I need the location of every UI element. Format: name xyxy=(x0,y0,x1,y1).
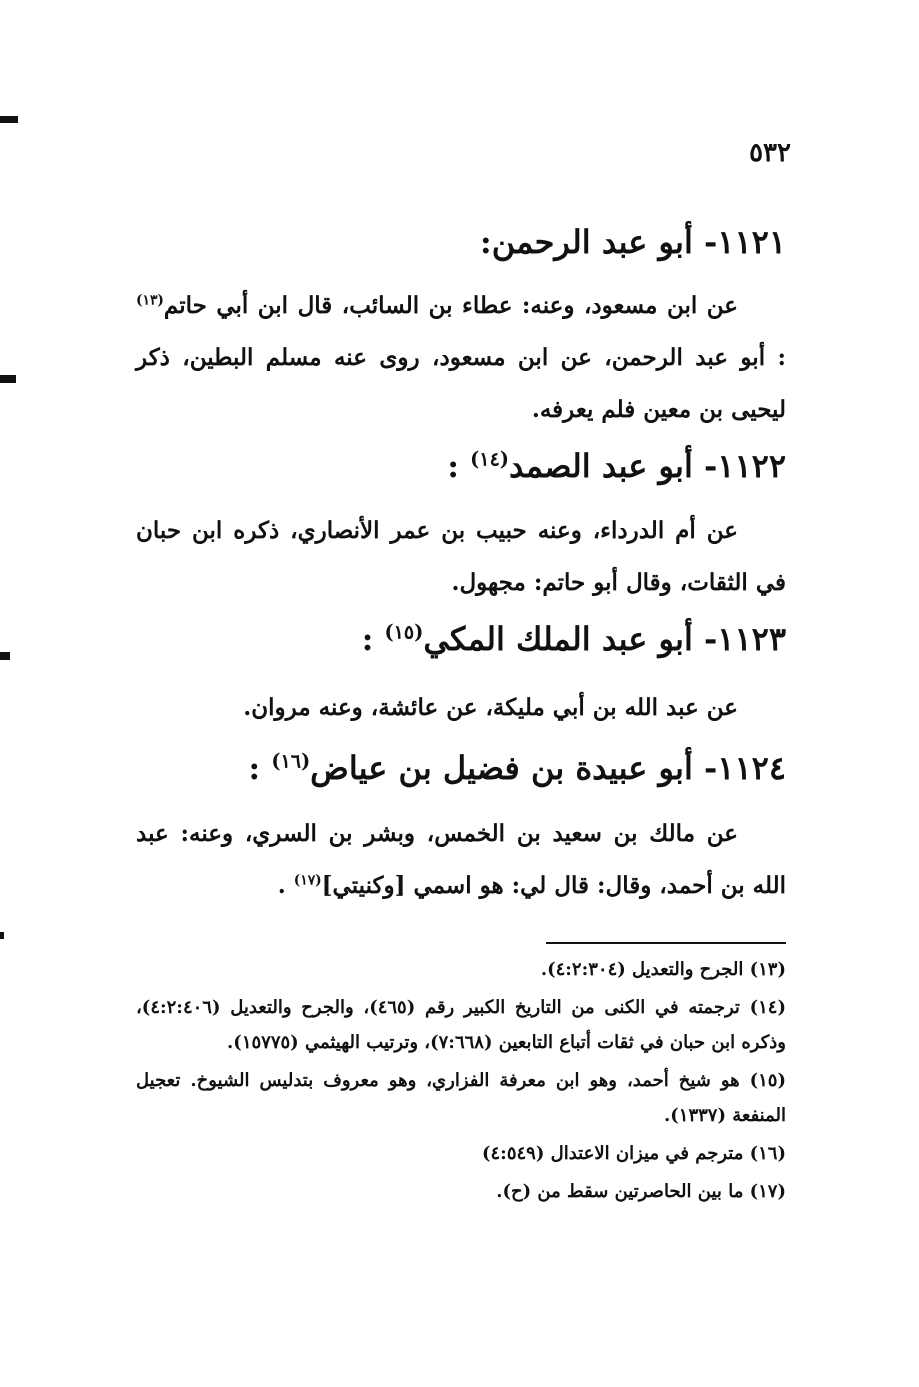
scan-mark xyxy=(0,652,10,660)
heading-colon: : xyxy=(361,620,374,658)
entry-body-1123 xyxy=(136,682,786,734)
heading-colon: : xyxy=(248,749,261,787)
scan-mark xyxy=(0,375,16,383)
entry-heading-1122 xyxy=(447,446,786,486)
footnote-ref: (١٧) xyxy=(293,872,322,889)
footnote-ref: (١٤) xyxy=(470,447,509,471)
entry-end: . xyxy=(277,872,286,899)
footnote-17: (١٧) ما بين الحاصرتين سقط من (ح). xyxy=(496,1181,786,1202)
entry-body-1124 xyxy=(136,808,786,912)
entry-body-1122 xyxy=(136,505,786,609)
heading-text: ١١٢٣- أبو عبد الملك المكي xyxy=(423,620,786,658)
footnote-16: (١٦) مترجم في ميزان الاعتدال (٤:٥٤٩) xyxy=(481,1143,786,1164)
footnote-13: (١٣) الجرح والتعديل (٤:٢:٣٠٤). xyxy=(540,959,786,980)
entry-text: عن مالك بن سعيد بن الخمس، وبشر بن السري، وعنه: عبد الله بن أحمد، وقال: قال لي: هو اسمي [وكنيتي] xyxy=(136,820,786,899)
scan-mark xyxy=(0,932,4,939)
heading-colon: : xyxy=(447,447,460,485)
scan-mark xyxy=(0,116,18,123)
footnote-15: (١٥) هو شيخ أحمد، وهو ابن معرفة الفزاري، وهو معروف بتدليس الشيوخ. تعجيل المنفعة (١٣٣٧). xyxy=(136,1070,786,1126)
footnote-14: (١٤) ترجمته في الكنى من التاريخ الكبير رقم (٤٦٥)، والجرح والتعديل (٤:٢:٤٠٦)، وذكره ابن حبان في ثقات أتباع التابعين (٧:٦٦٨)، وترتيب الهيثمي (١٥٧٧٥). xyxy=(136,997,786,1053)
footnotes xyxy=(136,952,786,1212)
heading-text: ١١٢٤- أبو عبيدة بن فضيل بن عياض xyxy=(310,749,786,787)
footnote-ref: (١٦) xyxy=(271,749,311,773)
footnote-separator xyxy=(546,942,786,944)
entry-text: عن أم الدرداء، وعنه حبيب بن عمر الأنصاري، ذكره ابن حبان في الثقات، وقال أبو حاتم: مجهول. xyxy=(136,517,786,596)
entry-heading-1121: ١١٢١- أبو عبد الرحمن: xyxy=(479,223,786,261)
footnote-ref: (١٥) xyxy=(384,620,424,644)
entry-text: عن عبد الله بن أبي مليكة، عن عائشة، وعنه مروان. xyxy=(243,694,738,721)
page-number: ٥٣٢ xyxy=(749,138,791,168)
entry-body-1121 xyxy=(136,280,786,436)
heading-text: ١١٢٢- أبو عبد الصمد xyxy=(508,447,786,485)
entry-text: : أبو عبد الرحمن، عن ابن مسعود، روى عنه مسلم البطين، ذكر ليحيى بن معين فلم يعرفه. xyxy=(136,344,786,423)
footnote-ref: (١٣) xyxy=(136,292,164,309)
entry-heading-1124 xyxy=(248,748,786,788)
entry-heading-1123 xyxy=(362,619,786,659)
entry-text: عن ابن مسعود، وعنه: عطاء بن السائب، قال ابن أبي حاتم xyxy=(163,292,738,319)
